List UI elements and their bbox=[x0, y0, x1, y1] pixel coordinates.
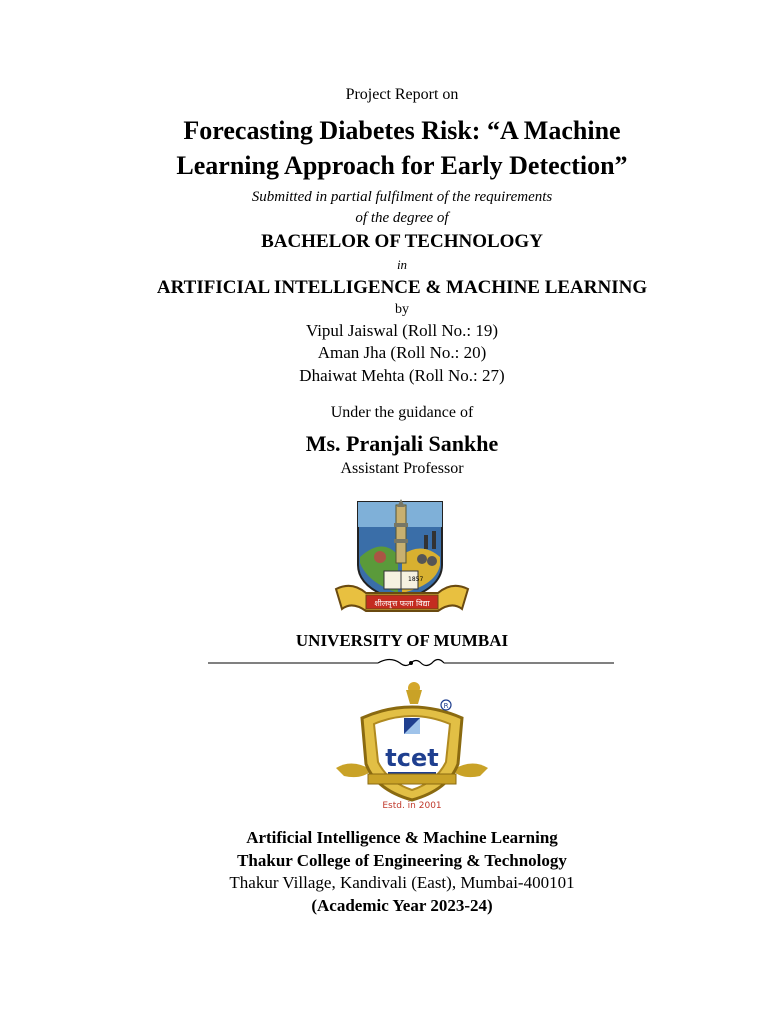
crest-motto: शीलवृत्त फला विद्या bbox=[374, 599, 430, 608]
student-1: Vipul Jaiswal (Roll No.: 19) bbox=[305, 321, 499, 340]
college-name: Thakur College of Engineering & Technology bbox=[237, 851, 567, 870]
registered-mark-icon: R bbox=[443, 702, 449, 710]
submission-line-2: of the degree of bbox=[355, 210, 449, 226]
in-word: in bbox=[396, 257, 408, 272]
guide-designation: Assistant Professor bbox=[340, 460, 464, 477]
guide-name: Ms. Pranjali Sankhe bbox=[305, 431, 499, 456]
student-2: Aman Jha (Roll No.: 20) bbox=[317, 343, 487, 362]
degree-name: BACHELOR OF TECHNOLOGY bbox=[261, 231, 543, 252]
crest-year: 1857 bbox=[408, 576, 424, 583]
by-word: by bbox=[395, 302, 409, 317]
branch-name: ARTIFICIAL INTELLIGENCE & MACHINE LEARNING bbox=[156, 277, 648, 298]
department-name: Artificial Intelligence & Machine Learning bbox=[246, 828, 558, 847]
ornamental-divider bbox=[208, 656, 614, 670]
tcet-wordmark: tcet bbox=[385, 744, 439, 772]
mumbai-university-crest-icon bbox=[332, 497, 472, 623]
academic-year: (Academic Year 2023-24) bbox=[311, 896, 493, 915]
guidance-intro: Under the guidance of bbox=[330, 404, 474, 421]
college-address: Thakur Village, Kandivali (East), Mumbai-400101 bbox=[229, 873, 575, 892]
student-3: Dhaiwat Mehta (Roll No.: 27) bbox=[299, 366, 505, 385]
title-line-1: Forecasting Diabetes Risk: “A Machine bbox=[183, 116, 621, 145]
report-intro: Project Report on bbox=[345, 86, 459, 103]
title-line-2: Learning Approach for Early Detection” bbox=[176, 151, 628, 180]
tcet-logo-icon bbox=[332, 678, 492, 814]
tcet-estd: Estd. in 2001 bbox=[382, 801, 442, 811]
submission-line-1: Submitted in partial fulfilment of the requirements bbox=[251, 189, 553, 205]
university-name: UNIVERSITY OF MUMBAI bbox=[295, 631, 509, 650]
